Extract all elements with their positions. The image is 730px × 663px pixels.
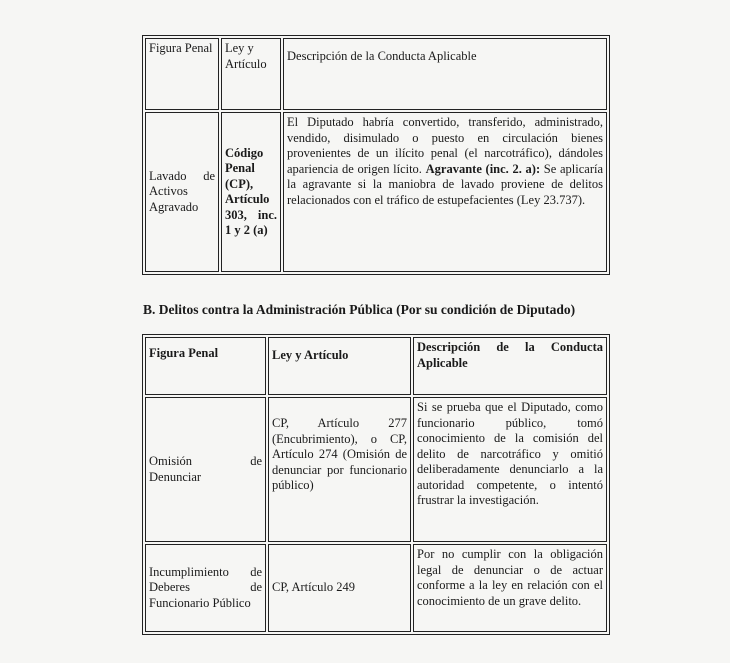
table-header-row [145,38,607,110]
cell-figura: Incumplimiento de Deberes de Funcionario Público [145,544,266,632]
cell-ley: CP, Artículo 249 [268,544,411,632]
cell-ley: Código Penal (CP), Artículo 303, inc. 1 y 2 (a) [221,112,281,272]
header-figura: Figura Penal [145,337,266,395]
cell-descripcion [283,112,607,272]
table-row [145,544,607,632]
header-descripcion: Descripción de la Conducta Aplicable [413,337,607,395]
cell-ley: CP, Artículo 277 (Encubrimiento), o CP, Artículo 274 (Omisión de denunciar por funcionario público) [268,397,411,542]
section-heading: B. Delitos contra la Administración Pública (Por su condición de Diputado) [143,302,576,317]
cell-descripcion: Si se prueba que el Diputado, como funcionario público, tomó conocimiento de la comisión del delito de narcotráfico y omitió deliberadamente denunciarlo a la autoridad competente, o intentó frustrar la investigación. [413,397,607,542]
table-header-row [145,337,607,395]
cell-figura: Lavado de Activos Agravado [145,112,219,272]
cell-descripcion: Por no cumplir con la obligación legal de denunciar o de actuar conforme a la ley en relación con el conocimiento de un grave delito. [413,544,607,632]
desc-text-2: Se aplicaría la agravante si la maniobra de lavado proviene de delitos relacionados con el tráfico de estupefacientes (Ley 23.737). [287,161,604,207]
penal-figures-table-a [142,35,610,275]
desc-text: El Diputado habría convertido, transferido, administrado, vendido, disimulado o puesto en circulación bienes provenientes de un ilícito penal (el narcotráfico), dándoles apariencia de origen lícito. [287,115,603,176]
desc-bold: Agravante (inc. 2. a): [425,161,541,176]
table-row [145,397,607,542]
header-ley: Ley y Artículo [221,38,281,110]
table-row [145,112,607,272]
cell-figura: Omisión de Denunciar [145,397,266,542]
header-ley: Ley y Artículo [268,337,411,395]
header-figura: Figura Penal [145,38,219,110]
header-descripcion: Descripción de la Conducta Aplicable [283,38,607,110]
penal-figures-table-b [142,334,610,635]
